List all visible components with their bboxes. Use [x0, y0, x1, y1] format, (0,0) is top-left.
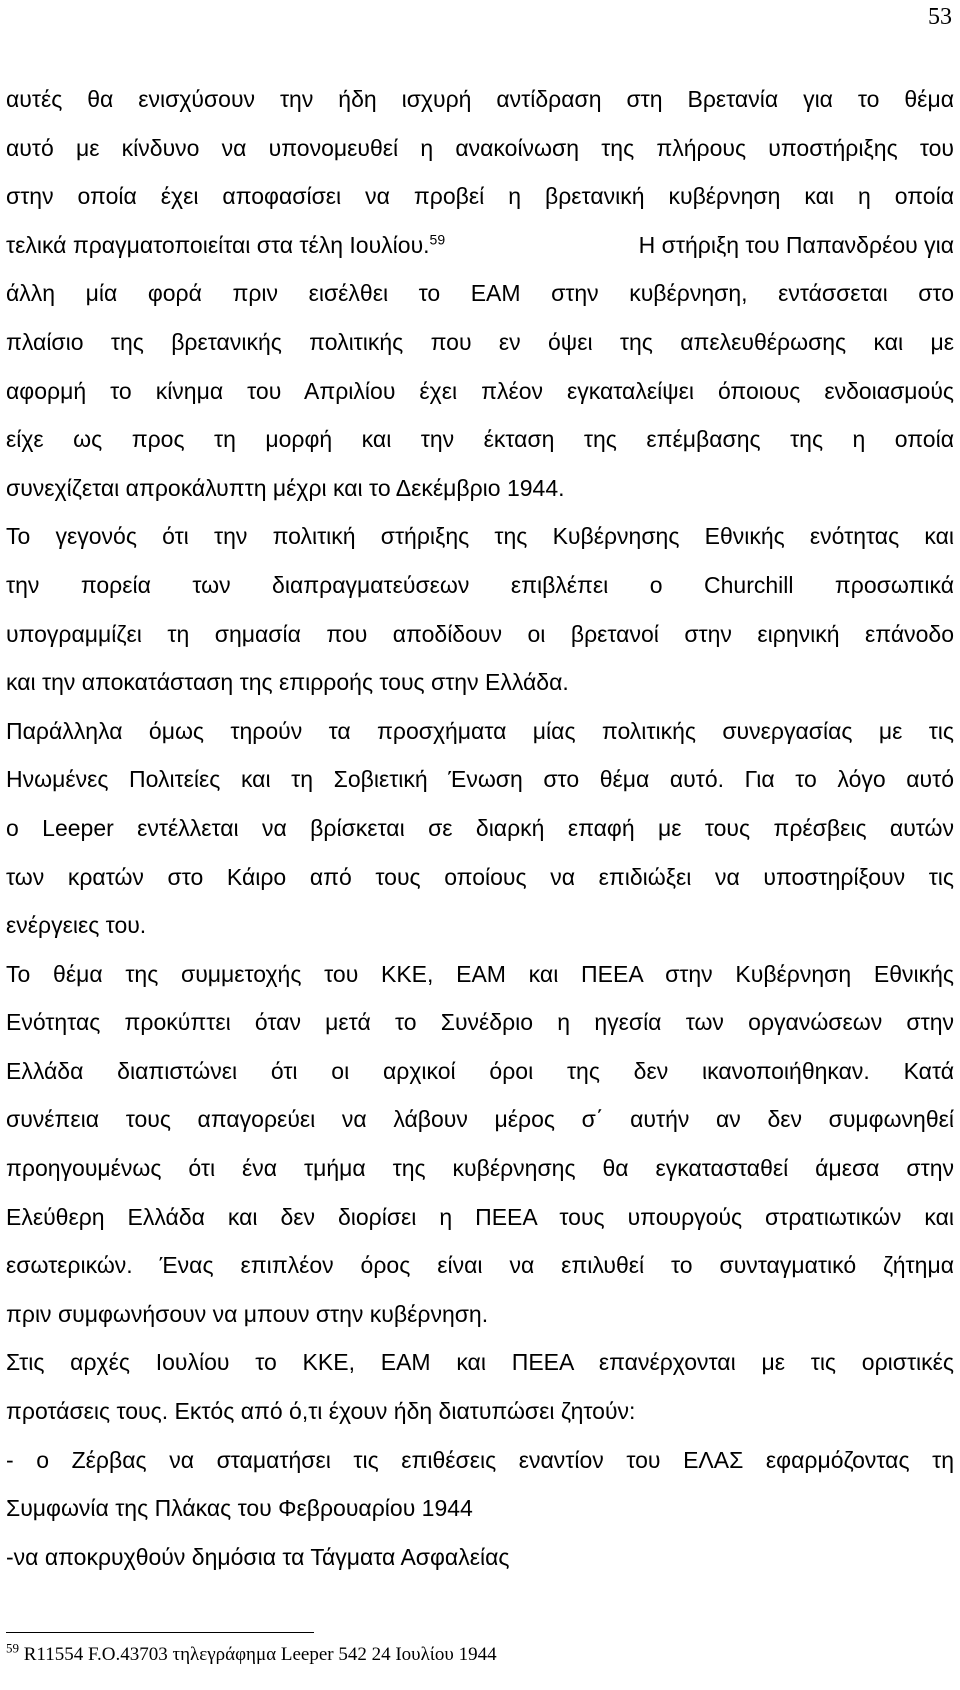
text-line: Ελλάδα διαπιστώνει ότι οι αρχικοί όροι της δεν ικανοποιήθηκαν. Κατά [6, 1057, 954, 1084]
text-line: συνέπεια τους απαγορεύει να λάβουν μέρος σ΄ αυτήν αν δεν συμφωνηθεί [6, 1106, 954, 1133]
text-line: Στις αρχές Ιουλίου το ΚΚΕ, ΕΑΜ και ΠΕΕΑ επανέρχονται με τις οριστικές [6, 1349, 954, 1376]
text-line: υπογραμμίζει τη σημασία που αποδίδουν οι βρετανοί στην ειρηνική επάνοδο [6, 620, 954, 647]
footnote-reference[interactable]: 59 [429, 231, 446, 248]
text-line: Το θέμα της συμμετοχής του ΚΚΕ, ΕΑΜ και ΠΕΕΑ στην Κυβέρνηση Εθνικής [6, 960, 954, 987]
text-line: αυτές θα ενισχύσουν την ήδη ισχυρή αντίδραση στη Βρετανία για το θέμα [6, 86, 954, 112]
text-line: και την αποκατάσταση της επιρροής τους στην Ελλάδα. [6, 669, 569, 696]
text-line: εσωτερικών. Ένας επιπλέον όρος είναι να επιλυθεί το συνταγματικό ζήτημα [6, 1252, 954, 1279]
text-line: άλλη μία φορά πριν εισέλθει το ΕΑΜ στην κυβέρνηση, εντάσσεται στο [6, 280, 954, 307]
text-segment: Η στήριξη του Παπανδρέου για [638, 231, 954, 258]
text-line: πλαίσιο της βρετανικής πολιτικής που εν όψει της απελευθέρωσης και με [6, 328, 954, 355]
text-segment: τελικά πραγματοποιείται στα τέλη Ιουλίου. [6, 231, 430, 258]
text-line: προτάσεις τους. Εκτός από ό,τι έχουν ήδη διατυπώσει ζητούν: [6, 1398, 636, 1425]
text-line: Ενότητας προκύπτει όταν μετά το Συνέδριο η ηγεσία των οργανώσεων στην [6, 1009, 954, 1036]
paragraph-2 [6, 512, 954, 706]
document-body [6, 75, 954, 1581]
text-line: στην οποία έχει αποφασίσει να προβεί η βρετανική κυβέρνηση και η οποία [6, 183, 954, 210]
text-line: -να αποκρυχθούν δημόσια τα Τάγματα Ασφαλείας [6, 1543, 510, 1570]
list-item-2 [6, 1533, 954, 1582]
text-line: προηγουμένως ότι ένα τμήμα της κυβέρνησης θα εγκατασταθεί άμεσα στην [6, 1155, 954, 1182]
page-number: 53 [928, 4, 952, 30]
paragraph-4 [6, 950, 954, 1339]
text-line: Συμφωνία της Πλάκας του Φεβρουαρίου 1944 [6, 1495, 473, 1522]
text-line: ενέργειες του. [6, 912, 147, 939]
paragraph-3 [6, 707, 954, 950]
text-line-with-footnote [6, 221, 954, 270]
text-line: Το γεγονός ότι την πολιτική στήριξης της Κυβέρνησης Εθνικής ενότητας και [6, 523, 954, 550]
text-line: Παράλληλα όμως τηρούν τα προσχήματα μίας πολιτικής συνεργασίας με τις [6, 717, 954, 744]
text-line: συνεχίζεται απροκάλυπτη μέχρι και το Δεκέμβριο 1944. [6, 474, 565, 501]
text-line: Ηνωμένες Πολιτείες και τη Σοβιετική Ένωση στο θέμα αυτό. Για το λόγο αυτό [6, 766, 954, 793]
text-line: πριν συμφωνήσουν να μπουν στην κυβέρνηση. [6, 1300, 489, 1327]
text-line: την πορεία των διαπραγματεύσεων επιβλέπει ο Churchill προσωπικά [6, 571, 954, 598]
footnote-marker: 59 [6, 1640, 19, 1656]
paragraph-5 [6, 1338, 954, 1435]
text-line: αυτό με κίνδυνο να υπονομευθεί η ανακοίνωση της πλήρους υποστήριξης του [6, 134, 954, 161]
footnote-text: R11554 F.O.43703 τηλεγράφημα Leeper 542 24 Ιουλίου 1944 [19, 1644, 497, 1665]
list-item-1 [6, 1436, 954, 1533]
text-line: ο Leeper εντέλλεται να βρίσκεται σε διαρκή επαφή με τους πρέσβεις αυτών [6, 814, 954, 841]
text-line: είχε ως προς τη μορφή και την έκταση της επέμβασης της η οποία [6, 426, 954, 453]
text-line: Ελεύθερη Ελλάδα και δεν διορίσει η ΠΕΕΑ τους υπουργούς στρατιωτικών και [6, 1203, 954, 1230]
paragraph-1 [6, 75, 954, 512]
text-line: αφορμή το κίνημα του Απριλίου έχει πλέον εγκαταλείψει όποιους ενδοιασμούς [6, 377, 954, 404]
text-line: των κρατών στο Κάιρο από τους οποίους να επιδιώξει να υποστηρίξουν τις [6, 863, 954, 890]
footnote-separator [6, 1632, 314, 1633]
footnote [6, 1640, 497, 1670]
text-line: - ο Ζέρβας να σταματήσει τις επιθέσεις εναντίον του ΕΛΑΣ εφαρμόζοντας τη [6, 1446, 954, 1473]
